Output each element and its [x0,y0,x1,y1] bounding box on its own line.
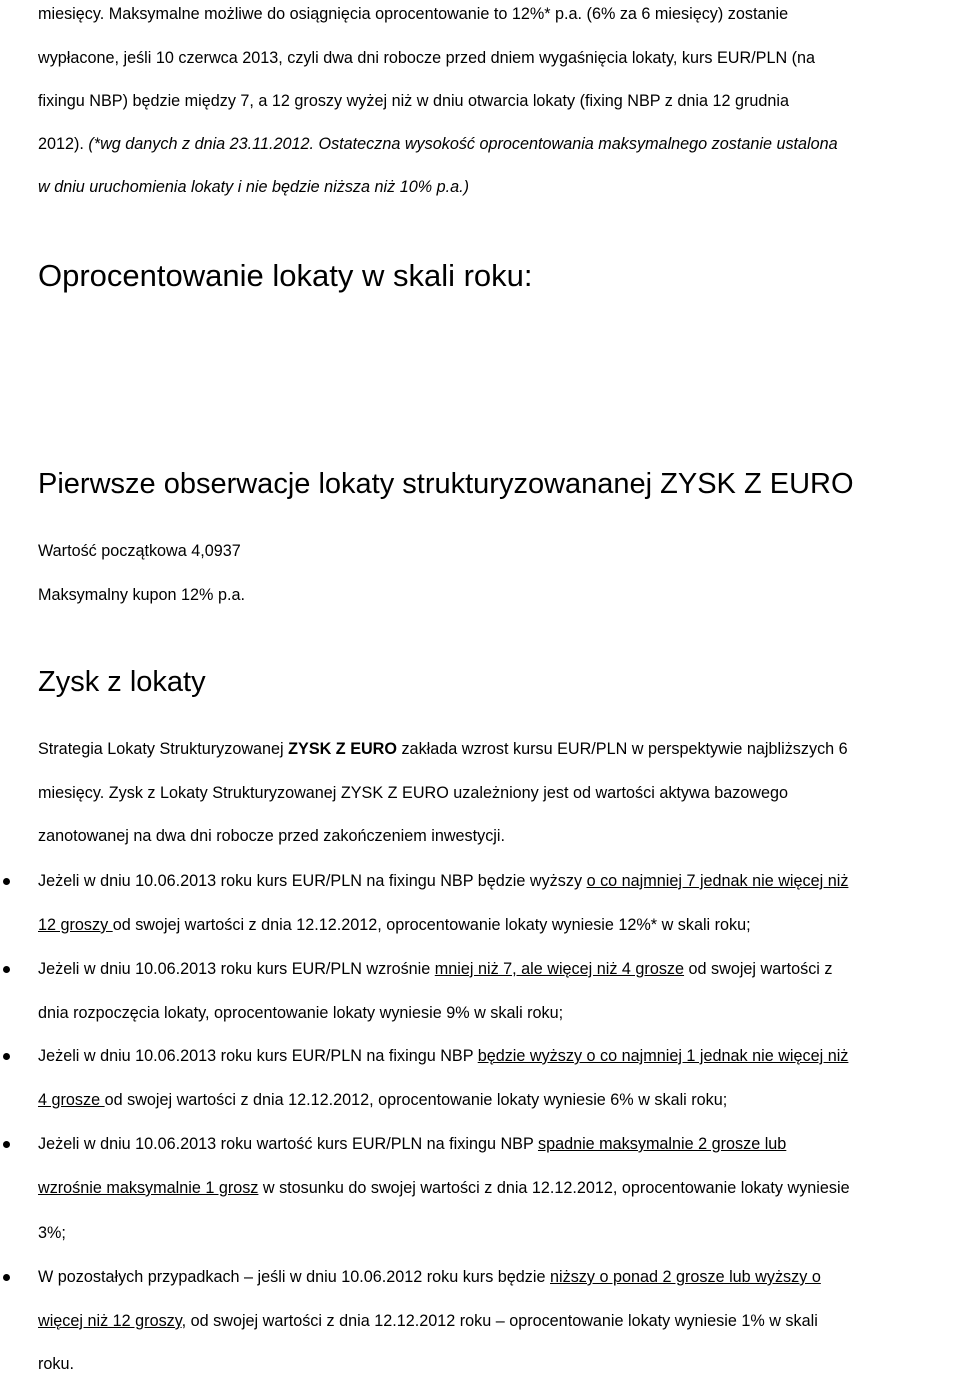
profit-line-1-start: Strategia Lokaty Strukturyzowanej [38,740,289,758]
heading-annual-rate: Oprocentowanie lokaty w skali roku: [38,258,533,293]
bullet-5-text: W pozostałych przypadkach – jeśli w dniu 10.06.2012 roku kurs będzie [38,1268,550,1286]
bullet-5-line-3: roku. [38,1355,74,1373]
intro-line-5: w dniu uruchomienia lokaty i nie będzie niższa niż 10% p.a.) [38,178,470,196]
bullet-4-text-end: w stosunku do swojej wartości z dnia 12.12.2012, oprocentowanie lokaty wyniesie [258,1179,850,1197]
bullet-3-text-end: od swojej wartości z dnia 12.12.2012, oprocentowanie lokaty wyniesie 6% w skali roku; [104,1091,728,1109]
intro-line-3: fixingu NBP) będzie między 7, a 12 groszy wyżej niż w dniu otwarcia lokaty (fixing NBP z dnia 12 grudnia [38,92,789,110]
profit-line-3: zanotowanej na dwa dni robocze przed zakończeniem inwestycji. [38,827,505,845]
bullet-5-line-1 [38,1266,960,1288]
intro-line-2: wypłacone, jeśli 10 czerwca 2013, czyli dwa dni robocze przed dniem wygaśnięcia lokaty, kurs EUR/PLN (na [38,49,816,67]
bullet-2-text: Jeżeli w dniu 10.06.2013 roku kurs EUR/PLN wzrośnie [38,960,435,978]
bullet-dot [3,878,10,885]
product-name-bold: ZYSK Z EURO [288,740,397,758]
bullet-5-underlined-cont: więcej niż 12 groszy [38,1312,182,1330]
bullet-5-underlined: niższy o ponad 2 grosze lub wyższy o [550,1268,821,1286]
intro-note-start: (*wg danych z dnia 23.11.2012. Ostateczna wysokość oprocentowania maksymalnego zostanie ustalona [83,135,838,153]
bullet-5-text-end: , od swojej wartości z dnia 12.12.2012 roku – oprocentowanie lokaty wyniesie 1% w skali [181,1312,818,1330]
bullet-2-line-2: dnia rozpoczęcia lokaty, oprocentowanie lokaty wyniesie 9% w skali roku; [38,1004,564,1022]
profit-line-2: miesięcy. Zysk z Lokaty Strukturyzowanej ZYSK Z EURO uzależniony jest od wartości aktywa bazowego [38,784,789,802]
profit-line-1 [38,738,960,760]
bullet-dot [3,966,10,973]
bullet-4-line-3: 3%; [38,1224,66,1242]
initial-value: Wartość początkowa 4,0937 [38,542,241,560]
bullet-4-line-2 [38,1177,960,1199]
bullet-3-underlined: będzie wyższy o co najmniej 1 jednak nie więcej niż [477,1047,849,1065]
bullet-dot [3,1141,10,1148]
bullet-2-line-1 [38,958,960,980]
bullet-2-underlined: mniej niż 7, ale więcej niż 4 grosze [434,960,685,978]
bullet-dot [3,1274,10,1281]
bullet-3-text: Jeżeli w dniu 10.06.2013 roku kurs EUR/PLN na fixingu NBP [38,1047,478,1065]
intro-line-4 [38,133,960,155]
max-coupon: Maksymalny kupon 12% p.a. [38,586,245,604]
bullet-5-line-2 [38,1310,960,1332]
intro-line-4-start: 2012). [38,135,84,153]
bullet-3-line-1 [38,1045,960,1067]
bullet-4-text: Jeżeli w dniu 10.06.2013 roku wartość kurs EUR/PLN na fixingu NBP [38,1135,538,1153]
bullet-3-line-2 [38,1089,960,1111]
bullet-1-line-1 [38,870,960,892]
bullet-4-underlined-cont: wzrośnie maksymalnie 1 grosz [38,1179,259,1197]
bullet-4-line-1 [38,1133,960,1155]
bullet-4-underlined: spadnie maksymalnie 2 grosze lub [537,1135,787,1153]
bullet-2-text-mid: od swojej wartości z [684,960,833,978]
profit-line-1-end: zakłada wzrost kursu EUR/PLN w perspektywie najbliższych 6 [396,740,848,758]
bullet-1-underlined: o co najmniej 7 jednak nie więcej niż [586,872,849,890]
heading-observations: Pierwsze obserwacje lokaty strukturyzowananej ZYSK Z EURO [38,468,854,500]
bullet-1-line-2 [38,914,960,936]
bullet-1-text: Jeżeli w dniu 10.06.2013 roku kurs EUR/PLN na fixingu NBP będzie wyższy [38,872,587,890]
bullet-1-underlined-cont: 12 groszy [38,916,113,934]
bullet-dot [3,1053,10,1060]
heading-profit: Zysk z lokaty [38,666,206,698]
bullet-3-underlined-cont: 4 grosze [38,1091,105,1109]
bullet-1-text-end: od swojej wartości z dnia 12.12.2012, oprocentowanie lokaty wyniesie 12%* w skali roku; [112,916,751,934]
intro-line-1: miesięcy. Maksymalne możliwe do osiągnięcia oprocentowanie to 12%* p.a. (6% za 6 miesięcy) zostanie [38,5,789,23]
